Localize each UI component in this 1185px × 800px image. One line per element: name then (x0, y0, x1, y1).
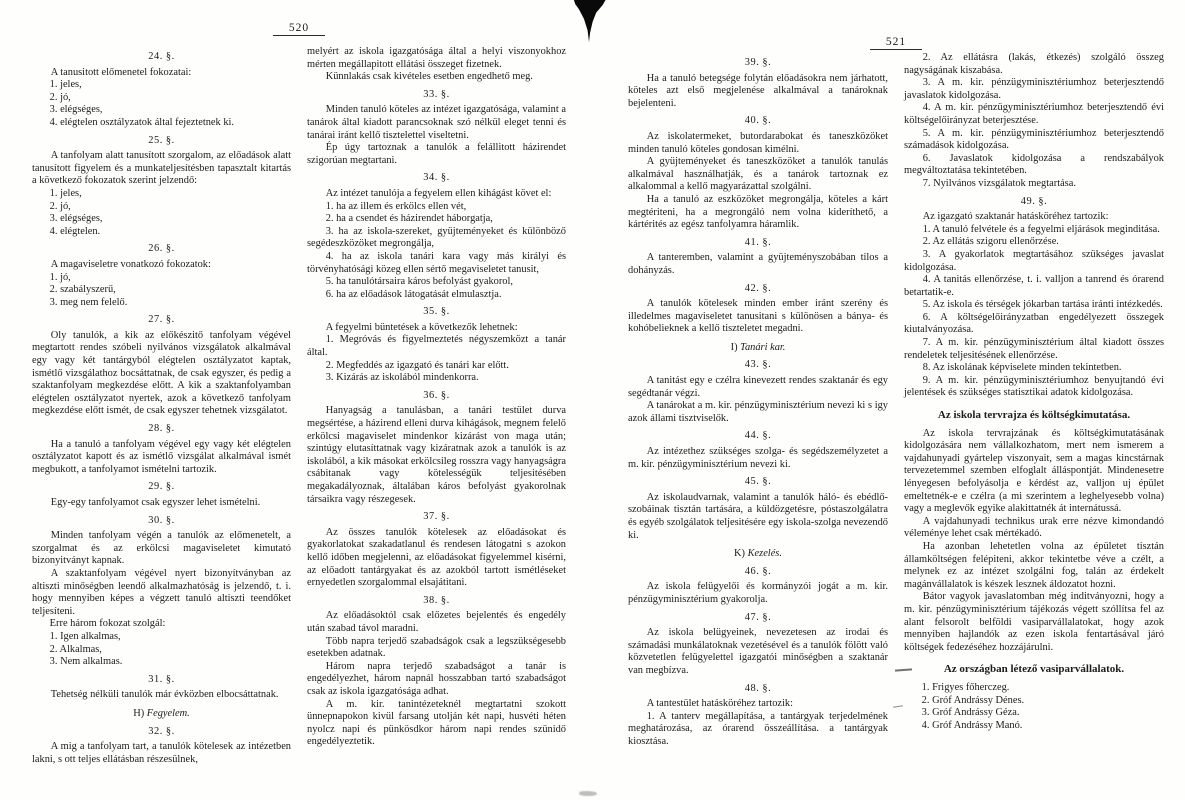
chapter-title: Kezelés. (747, 548, 782, 560)
paragraph: 2. Az ellátás szigoru ellenőrzése. (922, 236, 1059, 248)
page-header (32, 18, 566, 36)
chapter-heading (628, 342, 888, 355)
list-item: 1. jó, (49, 271, 71, 283)
text-column (904, 52, 1164, 749)
paragraph: 4. A m. kir. pénzügyminisztériumhoz beterjesztendő évi költségelőirányzat beterjesztése. (904, 102, 1164, 126)
text-column (628, 52, 888, 749)
page-520 (32, 0, 566, 800)
section-heading: 24. §. (148, 51, 175, 62)
section-heading: 41. §. (744, 236, 772, 248)
section-heading: 39. §. (744, 57, 772, 68)
paragraph: Ha azonban lehetetlen volna az épületet tisztán államköltségen felépiteni, akkor tekintetbe véve a czélt, a melynek ez az intézet szolgálni fog, talán az érdekelt magánvállalatok is készek lesznek áldozatot hozni. (904, 540, 1164, 590)
bold-heading: Az országban létező vasiparvállalatok. (943, 663, 1125, 676)
chapter-letter: I) (730, 341, 741, 353)
section-heading: 25. §. (148, 134, 175, 146)
paragraph: Három napra terjedő szabadságot a tanár is engedélyezhet, három napnál hosszabban tartó szabadságot csak az iskola igazgatósága adhat. (307, 660, 566, 697)
paragraph: 5. Az iskola és térségek jókarban tartása iránti intézkedés. (922, 299, 1163, 311)
section-heading: 47. §. (744, 611, 772, 623)
chapter-letter: K) (734, 548, 748, 560)
chapter-heading (32, 708, 291, 721)
paragraph: Ép úgy tartoznak a tanulók a felállitott házirendet szigorúan megtartani. (307, 142, 566, 166)
paragraph: Bátor vagyok javaslatomban még inditványozni, hogy a m. kir. pénzügyminisztérium tájékozás végett szóllítsa fel az alant felsorolt belföldi vasiparvállalatokat, hogy azok mennyiben hajlandók az ezen iskola fentartásával járó költségek fedezéséhez hozzájárulni. (904, 591, 1164, 653)
smudge (579, 791, 597, 796)
section-heading: 45. §. (744, 476, 772, 488)
paragraph: Több napra terjedő szabadságok csak a legszükségesebb esetekben adatnak. (307, 635, 566, 660)
section-heading: 43. §. (744, 359, 772, 371)
paragraph: 3. A gyakorlatok megtartásához szükséges javaslat kidolgozása. (904, 248, 1164, 273)
paragraph: A tanitást egy e czélra kinevezett rendes szaktanár és egy segédtanár végzi. (628, 375, 888, 399)
section-heading: 31. §. (148, 673, 175, 685)
paragraph: Az intézet tanulója a fegyelem ellen kihágást követ el: (325, 187, 552, 199)
paragraph: Oly tanulók, a kik az előkészitő tanfolyam végével megtartott rendes szóbeli nyilvános vizsgálatok alkalmával egy vagy két tantárgyból elégtelen osztályzatot kaptak, ismétlő vizsgálathoz bocsáttatnak, de csak egyszer, és pedig a szaktanfolyam megkezdése előtt. A kik a szaktanfolyamban elégtelen osztályzatot nyertek, azok a következő tanfolyam megkezdése előtt ismét, de csak egyszer tehetnek vizsgálatot. (32, 329, 291, 417)
paragraph: A tanteremben, valamint a gyüjteményszobában tilos a dohányzás. (628, 252, 888, 276)
section-heading: 33. §. (423, 88, 450, 100)
bold-heading: Az iskola tervrajza és költségkimutatása. (937, 409, 1131, 422)
section-heading: 37. §. (423, 511, 450, 523)
paragraph: Ha a tanuló az eszközöket megrongálja, köteles a kárt megtériteni, ha a megrongáló nem volna kideríthető, a kártérités az egész tanfolyamra háramlik. (628, 193, 888, 231)
paragraph: A magaviseletre vonatkozó fokozatok: (50, 258, 211, 270)
paragraph: A gyüjteményeket és taneszközöket a tanulók tanulás alkalmával használhatják, és a tanárok tartoznak ez alkalommal a kellő magyarázattal szolgálni. (628, 156, 888, 193)
section-heading: 40. §. (744, 115, 772, 127)
ink-blot (571, 0, 607, 42)
paragraph: 3. Kizárás az iskolából mindenkorra. (325, 372, 479, 384)
list-item: 4. elégtelen osztályzatok által fejeztetnek ki. (49, 116, 235, 128)
paragraph: Az iskola tervrajzának és költségkimutatásának kidolgozására nem vállalkozhatom, mert nem ismerem a vajdahunyadi gyártelep viszonyait, sem a magas kincstárnak tervezetemmel szemben elfoglalt álláspontját. Mindenesetre lényegesen befolyásolja e kérdést az, valljon uj épület emeltetnék-e e czélra (a mi szerintem a leghelyesebb volna) vagy a meglevők egyike alakittatnék át internátussá. (904, 427, 1164, 515)
paragraph: Az iskolatermeket, butordarabokat és taneszközöket minden tanuló köteles gondosan kimélni. (628, 130, 888, 155)
paragraph: 3. ha az iskola-szereket, gyüjteményeket és különböző segédeszközöket megrongálja, (307, 225, 566, 250)
section-heading: 26. §. (148, 243, 175, 255)
section-heading: 36. §. (423, 389, 450, 401)
section-heading: 29. §. (148, 481, 175, 493)
text-column (32, 46, 291, 766)
paragraph: A vajdahunyadi technikus urak erre nézve kimondandó véleménye lehet csak mértékadó. (904, 515, 1164, 540)
paragraph: Ha a tanuló betegsége folytán előadásokra nem járhatott, köteles azt első megjelenése alkalmával a tanároknak bejelenteni. (628, 72, 888, 109)
section-heading: 48. §. (744, 682, 772, 694)
paragraph: 1. Megróvás és figyelmeztetés négyszemközt a tanár által. (307, 334, 566, 359)
paragraph: 7. Nyilvános vizsgálatok megtartása. (922, 177, 1076, 189)
paragraph: A mig a tanfolyam tart, a tanulók kötelesek az intézetben lakni, s ott teljes ellátásban részesülnek, (32, 741, 291, 765)
list-item: 1. Frigyes főherczeg. (921, 681, 1010, 693)
paragraph: 6. Javaslatok kidolgozása a rendszabályok megváltoztatása tekintetében. (904, 152, 1164, 177)
paragraph: A szaktanfolyam végével nyert bizonyítványban az altiszti minőségben leendő alkalmazhatóság is jelzendő, t. i. hogy mennyiben képes a végzett tanuló altiszti teendőket teljesíteni. (32, 567, 291, 617)
text-column (307, 46, 566, 766)
list-item: 3. meg nem felelő. (49, 296, 128, 308)
paragraph: 1. ha az illem és erkölcs ellen vét, (325, 200, 467, 212)
list-item: 3. Gróf Andrássy Géza. (921, 707, 1020, 719)
paragraph: 6. A költségelőirányzatban engedélyezett összegek kiutalványozása. (904, 311, 1164, 336)
paragraph: 2. Megfeddés az igazgató és tanári kar előtt. (325, 359, 509, 371)
section-heading: 27. §. (148, 314, 175, 326)
paragraph: 6. ha az előadások látogatását elmulasztja. (325, 288, 502, 300)
paragraph: A tanárokat a m. kir. pénzügyminisztérium nevezi ki s igy azok állami tisztviselők. (628, 400, 888, 424)
paragraph: 5. ha tanulótársaira káros befolyást gyakorol, (325, 276, 513, 288)
section-heading: 44. §. (744, 430, 772, 442)
paragraph: 2. ha a csendet és házirendet háborgatja, (325, 213, 493, 225)
paragraph: A tanusitott előmenetel fokozatai: (50, 66, 192, 78)
paragraph: Egy-egy tanfolyamot csak egyszer lehet ismételni. (50, 497, 261, 508)
section-heading: 42. §. (744, 282, 772, 294)
list-item: 3. elégséges, (49, 104, 103, 116)
list-item: 2. jó, (49, 91, 71, 103)
list-item: 2. Alkalmas, (49, 643, 102, 655)
list-item: 3. Nem alkalmas. (49, 656, 123, 668)
list-item: 1. jeles, (49, 187, 82, 199)
paragraph: Az igazgató szaktanár hatásköréhez tartozik: (922, 211, 1109, 223)
list-item: 3. elégséges, (49, 213, 103, 225)
paragraph: Ha a tanuló a tanfolyam végével egy vagy két elégtelen osztályzatot kapott és az ismétlő vizsgálat alkalmával ismét megbukott, a tanfolyamot ismételni tartozik. (32, 438, 291, 475)
paragraph: A tanulók kötelesek minden ember iránt szerény és illedelmes magaviseletet tanusitani s különösen a bánya- és kohóbelieknek a kellő tiszteletet megadni. (628, 298, 888, 335)
list-item: 1. jeles, (49, 79, 82, 91)
paragraph: 1. A tanuló felvétele és a fegyelmi eljárások meginditása. (922, 223, 1160, 235)
page-header (628, 32, 1164, 50)
paragraph: Az iskola belügyeinek, nevezetesen az irodai és számadási munkálatoknak vezetésével és a tanulók fölött való közvetetlen felügyelettel igazgatói minőségben a szaktanár van megbízva. (628, 627, 888, 676)
paragraph: Az előadásoktól csak előzetes bejelentés és engedély után szabad távol maradni. (307, 610, 566, 634)
paragraph: 4. A tanitás ellenőrzése, t. i. valljon a tanrend és órarend betartatik-e. (904, 274, 1164, 298)
paragraph: Az iskola felügyelői és kormányzói jogát a m. kir. pénzügyminisztérium gyakorolja. (628, 581, 888, 605)
list-item: 1. Igen alkalmas, (49, 630, 121, 642)
page-columns (628, 52, 1164, 749)
paragraph: A tanfolyam alatt tanusított szorgalom, az előadások alatt tanusított figyelem és a munkateljesítésben tapasztalt kitartás a következő fokozatok szerint jelzendő: (32, 150, 291, 187)
page-number: 521 (870, 36, 922, 50)
page-number: 520 (273, 22, 325, 36)
chapter-title: Fegyelem. (146, 707, 190, 719)
chapter-letter: H) (133, 707, 147, 719)
section-heading: 34. §. (423, 172, 450, 184)
paragraph: 3. A m. kir. pénzügyminisztériumhoz beterjesztendő javaslatok kidolgozása. (904, 77, 1164, 101)
section-heading: 30. §. (148, 514, 175, 526)
paragraph: Künnlakás csak kivételes esetben engedhető meg. (325, 71, 533, 83)
list-item: 2. szabályszerű, (49, 284, 116, 296)
paragraph: 8. Az iskolának képviselete minden tekintetben. (922, 362, 1122, 374)
section-heading: 49. §. (1020, 195, 1048, 207)
paragraph: 1. A tanterv megállapítása, a tantárgyak terjedelmének meghatározása, az órarend összeállítása. a tantárgyak kiosztása. (628, 710, 888, 747)
paragraph: A m. kir. tanintézeteknél megtartatni szokott ünnepnapokon kivül farsang utolján két napi, husvéti héten nyolcz napi és pünkösdkor három napi rendes szünidő engedélyeztetik. (307, 698, 566, 748)
section-heading: 38. §. (423, 594, 450, 606)
list-item: Erre három fokozat szolgál: (49, 618, 166, 630)
list-item: 2. Gróf Andrássy Dénes. (921, 694, 1025, 706)
paragraph: 5. A m. kir. pénzügyminisztériumhoz beterjesztendő számadások kidolgozása. (904, 127, 1164, 152)
paragraph-continuation: melyért az iskola igazgatósága által a helyi viszonyokhoz mérten megállapitott ellátási összeget fizetnek. (307, 46, 566, 70)
paragraph: Az iskolaudvarnak, valamint a tanulók háló- és ebédlő-szobáinak tisztán tartására, a küldözgetésre, póstaszolgálatra és egyéb szolgálatok teljesitésére egy iskola-szolga nevezendő ki. (628, 491, 888, 541)
paragraph: Minden tanfolyam végén a tanulók az előmenetelt, a szorgalmat és az erkölcsi magaviseletet kimutató bizonyitványt kapnak. (32, 530, 291, 567)
chapter-heading (628, 548, 888, 561)
section-heading: 46. §. (744, 565, 772, 577)
list-item: 4. Gróf Andrássy Manó. (921, 719, 1023, 731)
paragraph: 2. Az ellátásra (lakás, étkezés) szolgáló összeg nagyságának kiszabása. (904, 52, 1164, 76)
paragraph: A fegyelmi büntetések a következők lehetnek: (325, 321, 518, 333)
paragraph: Hanyagság a tanulásban, a tanári testület durva megsértése, a házirend elleni durva kihágások, megnem felelő erkölcsi magaviselet mindenkor kizárást von maga után; szintúgy elutasíttatnak vagy kizáratnak azok a tanulók is az iskolából, a kik másokat erkölcsileg rosszra vagy hanyagságra csábitanak vagy kötelességük teljesitésében megakadályoznak, általában káros befolyást gyakorolnak társaikra vagy részegesek. (307, 405, 566, 505)
section-heading: 32. §. (148, 725, 175, 737)
section-heading: 35. §. (423, 306, 450, 318)
list-item: 4. elégtelen. (49, 225, 101, 237)
page-columns (32, 46, 566, 766)
paragraph: Az összes tanulók kötelesek az előadásokat és gyakorlatokat szakadatlanul és rendesen látogatni s azokon kellő időben megjelenni, az előadásokat figyelemmel kisérni, az előadott tantárgyakat és az azokból tartott ismétléseket ernyedetlen szorgalommal elsajátitani. (307, 526, 566, 589)
paragraph: Minden tanuló köteles az intézet igazgatósága, valamint a tanárok által kiadott parancsoknak szó nélkül eleget tenni és tanárai iránt kellő tisztelettel viseltetni. (307, 104, 566, 141)
paragraph: 7. A m. kir. pénzügyminisztérium által kiadott összes rendeletek teljesitésének ellenőrzése. (904, 337, 1164, 361)
paragraph: Tehetség nélküli tanulók már évközben elbocsáttatnak. (50, 689, 279, 701)
paragraph: 4. ha az iskola tanári kara vagy más királyi és törvényhatósági közeg ellen sértő megaviseletet tanusit, (307, 250, 566, 275)
section-heading: 28. §. (148, 423, 175, 435)
paragraph: A tantestület hatásköréhez tartozik: (646, 698, 793, 710)
chapter-title: Tanári kar. (740, 341, 786, 353)
page-521 (628, 0, 1164, 800)
list-item: 2. jó, (49, 200, 71, 212)
paragraph: Az intézethez szükséges szolga- és segédszemélyzetet a m. kir. pénzügyminisztérium nevezi ki. (628, 446, 888, 470)
paragraph: 9. A m. kir. pénzügyminisztériumhoz benyujtandó évi jelentések és szükséges statisztikai adatok kidolgozása. (904, 374, 1164, 399)
